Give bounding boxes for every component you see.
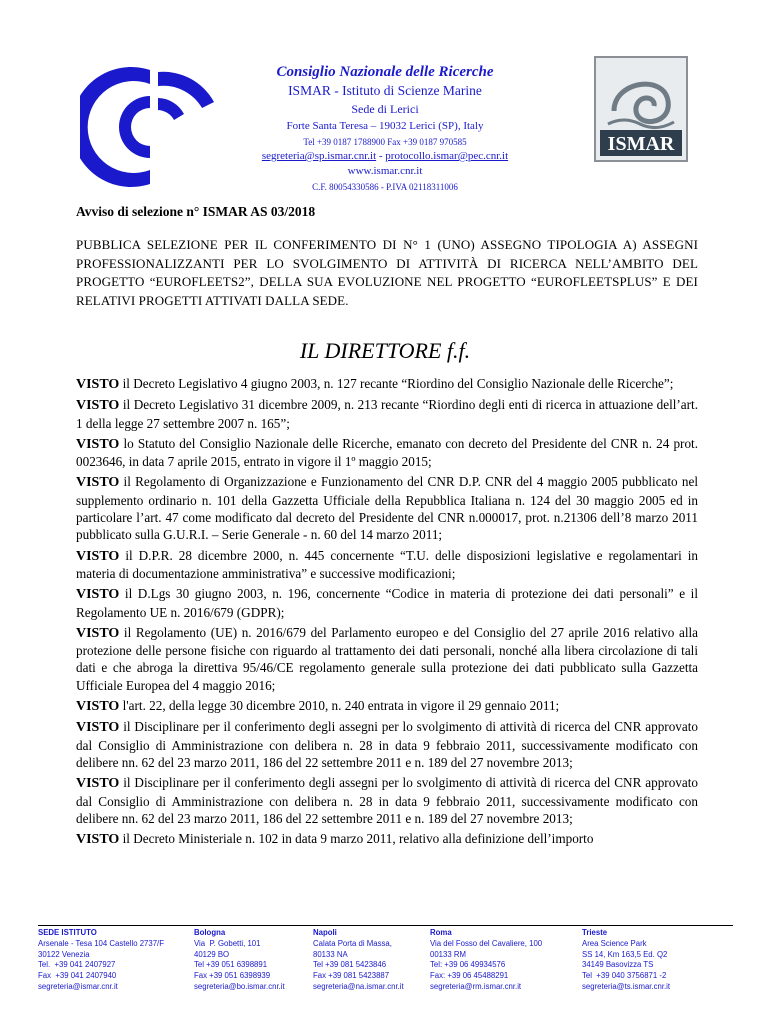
visto-text: il Regolamento (UE) n. 2016/679 del Parlamento europeo e del Consiglio del 27 aprile 2016 relativo alla protezione delle persone fisiche con riguardo al trattamento dei dati personali, nonché alla libera circolazione di tali dati e che abroga la direttiva 95/46/CE regolamento generale sulla protezione dei dati pubblicato sulla Gazzetta Ufficiale Europea del 4 maggio 2016; — [76, 624, 698, 693]
visto-paragraph — [76, 435, 698, 471]
footer-office-line: segreteria@rm.ismar.cnr.it — [430, 981, 522, 991]
footer-office-line: Tel +39 040 3756871 -2 — [582, 971, 667, 981]
footer-office-line: Via P. Gobetti, 101 — [194, 938, 261, 948]
address: Forte Santa Teresa – 19032 Lerici (SP), Italy — [286, 120, 484, 132]
org-name: Consiglio Nazionale delle Ricerche — [276, 64, 494, 80]
visto-label: VISTO — [76, 548, 120, 564]
footer-office-line: 34149 Basovizza TS — [582, 960, 654, 970]
ismar-logo-text: ISMAR — [607, 133, 675, 155]
footer-office-0 — [38, 928, 164, 993]
footer-office-line: Tel: +39 06 49934576 — [430, 960, 506, 970]
visto-label: VISTO — [76, 398, 120, 414]
visto-label: VISTO — [76, 720, 120, 736]
footer-office-4 — [582, 928, 670, 993]
visto-label: VISTO — [76, 832, 120, 848]
footer-office-line: Fax +39 041 2407940 — [38, 971, 117, 981]
footer-office-line: Tel +39 081 5423846 — [313, 960, 387, 970]
footer-office-line: Tel +39 051 6398891 — [194, 960, 268, 970]
visto-label: VISTO — [76, 587, 120, 603]
visto-paragraph — [76, 697, 698, 715]
footer-office-line: Via del Fosso del Cavaliere, 100 — [430, 938, 543, 948]
footer-office-line: segreteria@na.ismar.cnr.it — [313, 981, 404, 991]
visto-list — [76, 375, 698, 851]
footer-office-line: Fax +39 081 5423887 — [313, 971, 390, 981]
visto-paragraph — [76, 830, 698, 848]
footer-office-title: Trieste — [582, 928, 608, 937]
visto-text: il Regolamento di Organizzazione e Funzionamento del CNR D.P. CNR del 4 maggio 2005 pubblicato nel supplemento ordinario n. 101 della Gazzetta Ufficiale della Repubblica Italiana n. 124 del 30 maggio 2005 ed in particolare l’art. 47 come modificato dal decreto del Presidente del CNR n.000017, prot. n.21306 dell’8 marzo 2011 pubblicato sulla G.U.R.I. – Serie Generale - n. 60 del 14 marzo 2011; — [76, 474, 698, 543]
notice-title: Avviso di selezione n° ISMAR AS 03/2018 — [76, 204, 316, 219]
footer-office-line: 80133 NA — [313, 949, 348, 959]
footer-office-3 — [430, 928, 542, 993]
phone-fax: Tel +39 0187 1788900 Fax +39 0187 970585 — [303, 137, 467, 147]
visto-text: il D.P.R. 28 dicembre 2000, n. 445 concernente “T.U. delle disposizioni legislative e regolamentari in materia di documentazione amministrativa” e successive modificazioni; — [76, 547, 698, 581]
letterhead — [200, 62, 570, 195]
visto-paragraph — [76, 718, 698, 771]
emails — [200, 149, 570, 164]
footer-office-2 — [313, 928, 404, 993]
website-link[interactable]: www.ismar.cnr.it — [347, 165, 423, 177]
footer-office-line: Tel. +39 041 2407927 — [38, 960, 116, 970]
visto-label: VISTO — [76, 776, 120, 792]
visto-paragraph — [76, 585, 698, 621]
visto-text: il D.Lgs 30 giugno 2003, n. 196, concernente “Codice in materia di protezione dei dati personali” e il Regolamento UE n. 2016/679 (GDPR); — [76, 586, 698, 620]
sede-name: Sede di Lerici — [351, 102, 419, 116]
footer-office-title: SEDE ISTITUTO — [38, 928, 97, 937]
visto-label: VISTO — [76, 475, 120, 491]
visto-paragraph — [76, 375, 698, 393]
footer-office-line: segreteria@ismar.cnr.it — [38, 981, 118, 991]
footer-office-title: Roma — [430, 928, 452, 937]
visto-paragraph — [76, 396, 698, 432]
footer-office-line: Fax: +39 06 45488291 — [430, 971, 509, 981]
footer-divider — [38, 925, 733, 926]
visto-text: il Decreto Legislativo 31 dicembre 2009, n. 213 recante “Riordino degli enti di ricerca in attuazione dell’art. 1 della legge 27 settembre 2007 n. 165”; — [76, 397, 698, 431]
email-link-pec[interactable]: protocollo.ismar@pec.cnr.it — [385, 150, 509, 162]
footer-office-line: Arsenale - Tesa 104 Castello 2737/F — [38, 938, 164, 948]
visto-text: il Disciplinare per il conferimento degli assegni per lo svolgimento di attività di ricerca del CNR approvato dal Consiglio di Amministrazione con delibera n. 28 in data 9 febbraio 2011, successivamente modificato con delibere nn. 62 del 23 marzo 2011, 186 del 22 settembre 2011 e n. 189 del 27 novembre 2013; — [76, 775, 698, 826]
visto-paragraph — [76, 473, 698, 543]
tax-codes: C.F. 80054330586 - P.IVA 02118311006 — [312, 182, 458, 192]
visto-text: il Decreto Legislativo 4 giugno 2003, n. 127 recante “Riordino del Consiglio Nazionale delle Ricerche”; — [119, 376, 674, 391]
visto-text: lo Statuto del Consiglio Nazionale delle Ricerche, emanato con decreto del Presidente del CNR n. 24 prot. 0023646, in data 7 aprile 2015, entrato in vigore il 1º maggio 2015; — [76, 435, 698, 470]
email-separator: - — [376, 150, 386, 162]
footer-office-line: segreteria@bo.ismar.cnr.it — [194, 981, 285, 991]
footer-office-line: Fax +39 051 6398939 — [194, 971, 271, 981]
footer-office-line: Calata Porta di Massa, — [313, 938, 392, 948]
footer-office-title: Bologna — [194, 928, 226, 937]
visto-text: il Decreto Ministeriale n. 102 in data 9 marzo 2011, relativo alla definizione dell’importo — [119, 831, 594, 847]
visto-paragraph — [76, 624, 698, 694]
email-link-segreteria[interactable]: segreteria@sp.ismar.cnr.it — [261, 150, 377, 162]
notice-subject: PUBBLICA SELEZIONE PER IL CONFERIMENTO DI N° 1 (UNO) ASSEGNO TIPOLOGIA A) ASSEGNI PROFESSIONALIZZANTI PER LO SVOLGIMENTO DI ATTIVITÀ DI RICERCA NELL’AMBITO DEL PROGETTO “EUROFLEETS2”, DELLA SUA EVOLUZIONE NEL PROGETTO “EUROFLEETSPLUS” E DEI RELATIVI PROGETTI ATTIVATI DALLA SEDE. — [76, 237, 698, 308]
footer-office-line: segreteria@ts.ismar.cnr.it — [582, 981, 671, 991]
footer-office-line: 00133 RM — [430, 949, 466, 959]
footer-office-title: Napoli — [313, 928, 337, 937]
institute-name: ISMAR - Istituto di Scienze Marine — [288, 83, 482, 98]
visto-paragraph — [76, 547, 698, 583]
footer-office-line: SS 14, Km 163,5 Ed. Q2 — [582, 949, 668, 959]
visto-label: VISTO — [76, 436, 120, 452]
footer-office-1 — [194, 928, 285, 993]
visto-label: VISTO — [76, 699, 120, 715]
visto-label: VISTO — [76, 377, 120, 392]
visto-paragraph — [76, 774, 698, 827]
director-heading: IL DIRETTORE f.f. — [299, 338, 471, 363]
visto-label: VISTO — [76, 625, 120, 641]
visto-text: l'art. 22, della legge 30 dicembre 2010, n. 240 entrata in vigore il 29 gennaio 2011; — [119, 698, 560, 714]
footer-office-line: 30122 Venezia — [38, 949, 90, 959]
ismar-logo — [594, 56, 688, 162]
visto-text: il Disciplinare per il conferimento degli assegni per lo svolgimento di attività di ricerca del CNR approvato dal Consiglio di Amministrazione con delibera n. 28 in data 9 febbraio 2011, successivamente modificato con delibere nn. 62 del 23 marzo 2011, 186 del 22 settembre 2011 e n. 189 del 27 novembre 2013; — [76, 719, 698, 770]
footer-office-line: 40129 BO — [194, 949, 230, 959]
footer-office-line: Area Science Park — [582, 938, 647, 948]
